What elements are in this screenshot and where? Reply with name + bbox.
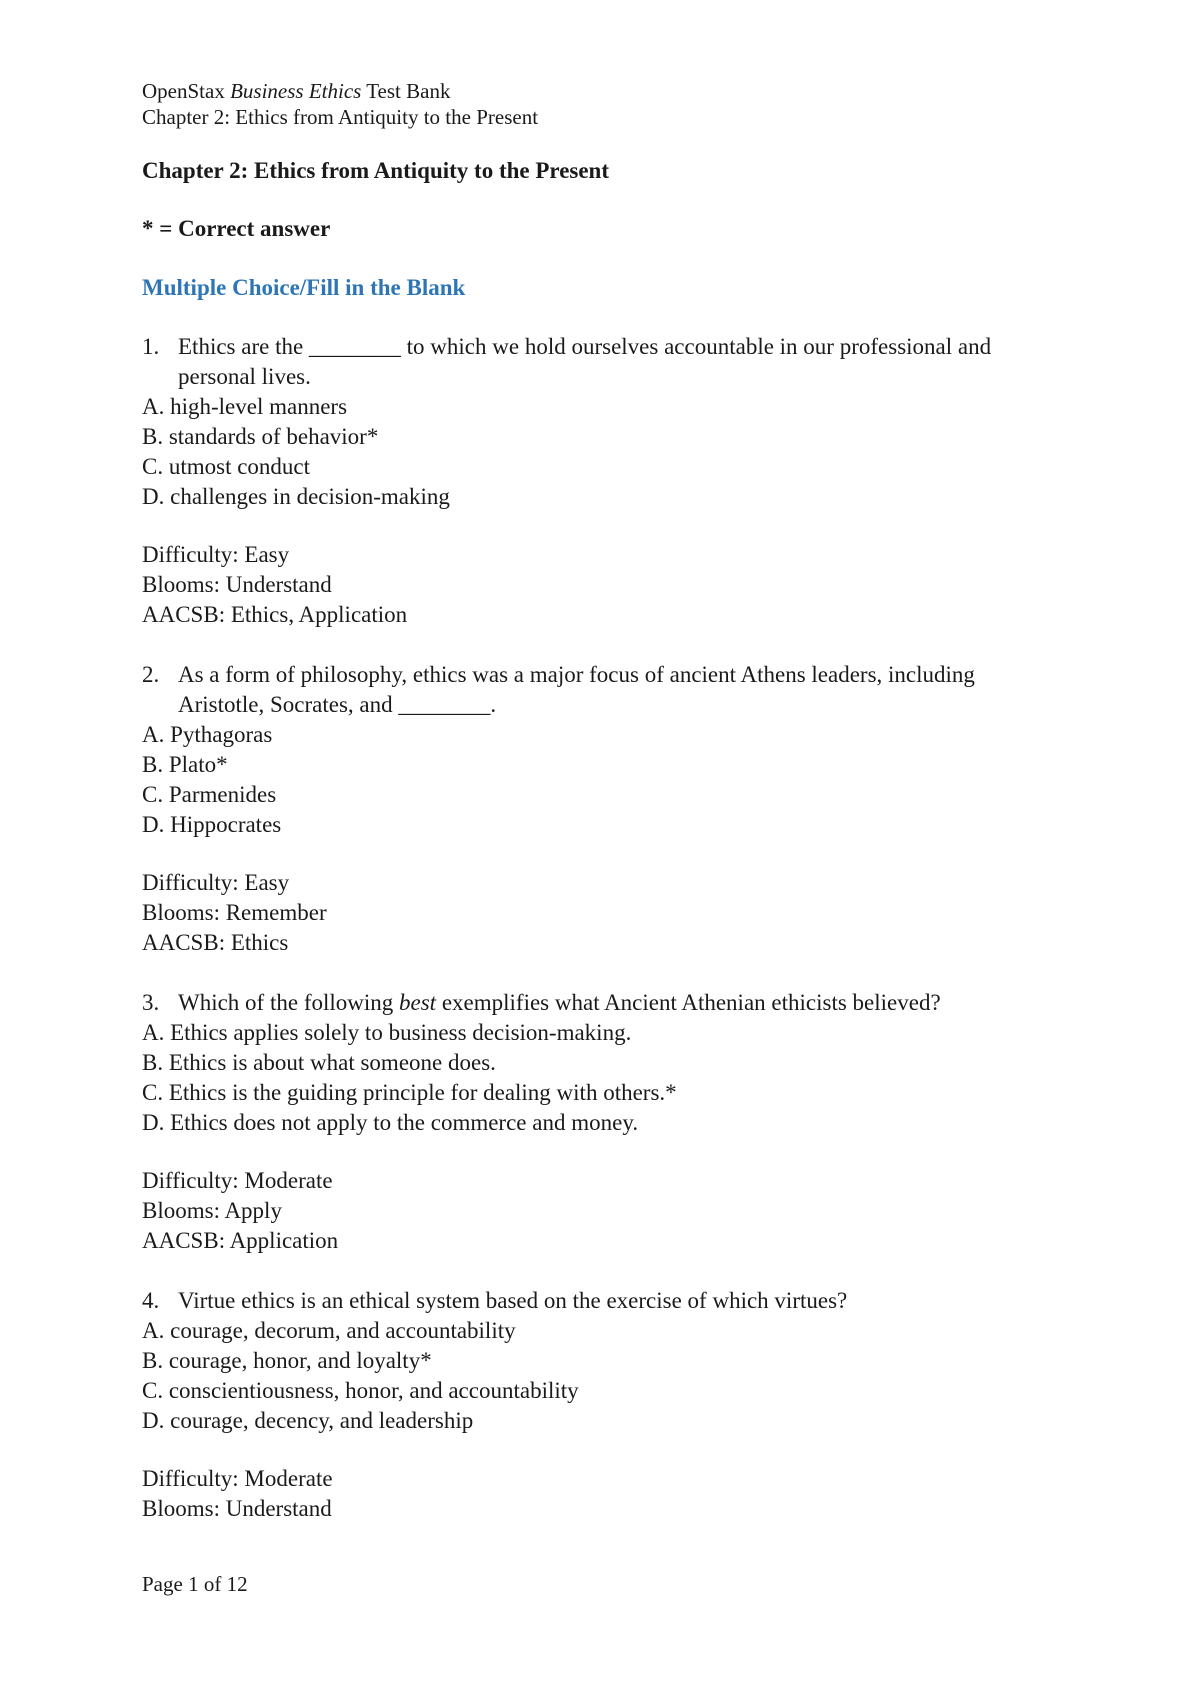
question-metadata xyxy=(142,1166,1042,1256)
question-text: As a form of philosophy, ethics was a major focus of ancient Athens leaders, including Aristotle, Socrates, and ________. xyxy=(178,662,975,717)
question-metadata xyxy=(142,1464,1042,1524)
question-number: 3. xyxy=(142,990,160,1015)
question-list xyxy=(142,332,1042,1524)
running-header xyxy=(142,78,1042,130)
answer-option: A. high-level manners xyxy=(142,394,348,419)
question-stem xyxy=(142,1286,1042,1316)
chapter-title: Chapter 2: Ethics from Antiquity to the Present xyxy=(142,158,610,183)
page-content xyxy=(142,78,1042,1554)
answer-option: B. standards of behavior* xyxy=(142,424,379,449)
question-number: 4. xyxy=(142,1288,160,1313)
difficulty-label: Difficulty: Easy xyxy=(142,870,290,895)
question-text: Ethics are the ________ to which we hold ourselves accountable in our professional and personal lives. xyxy=(178,334,992,389)
difficulty-label: Difficulty: Moderate xyxy=(142,1466,333,1491)
book-title: Business Ethics xyxy=(230,79,362,103)
answer-option: B. Plato* xyxy=(142,752,228,777)
question-metadata xyxy=(142,540,1042,630)
blooms-label: Blooms: Understand xyxy=(142,1496,332,1521)
question-stem xyxy=(142,660,1042,720)
question-metadata xyxy=(142,868,1042,958)
answer-option: C. Parmenides xyxy=(142,782,277,807)
header-text: OpenStax xyxy=(142,79,231,103)
answer-option: A. courage, decorum, and accountability xyxy=(142,1318,516,1343)
difficulty-label: Difficulty: Moderate xyxy=(142,1168,333,1193)
blooms-label: Blooms: Understand xyxy=(142,572,332,597)
question-number: 2. xyxy=(142,662,160,687)
answer-option: D. Hippocrates xyxy=(142,812,282,837)
answer-option: A. Pythagoras xyxy=(142,722,273,747)
section-heading: Multiple Choice/Fill in the Blank xyxy=(142,275,466,300)
answer-option: D. Ethics does not apply to the commerce and money. xyxy=(142,1110,639,1135)
running-header-line-1 xyxy=(142,78,1042,104)
answer-option: D. courage, decency, and leadership xyxy=(142,1408,474,1433)
question xyxy=(142,988,1042,1256)
question-number: 1. xyxy=(142,334,160,359)
answer-option: C. conscientiousness, honor, and accountability xyxy=(142,1378,579,1403)
answer-option: B. courage, honor, and loyalty* xyxy=(142,1348,432,1373)
difficulty-label: Difficulty: Easy xyxy=(142,542,290,567)
answer-option: D. challenges in decision-making xyxy=(142,484,450,509)
emphasis-text: best xyxy=(399,990,437,1015)
answer-option: C. utmost conduct xyxy=(142,454,311,479)
answer-option: A. Ethics applies solely to business decision-making. xyxy=(142,1020,632,1045)
aacsb-label: AACSB: Ethics, Application xyxy=(142,602,408,627)
question-text: Which of the following best exemplifies what Ancient Athenian ethicists believed? xyxy=(178,990,941,1015)
answer-option: C. Ethics is the guiding principle for dealing with others.* xyxy=(142,1080,677,1105)
blooms-label: Blooms: Remember xyxy=(142,900,327,925)
question xyxy=(142,332,1042,630)
answer-option: B. Ethics is about what someone does. xyxy=(142,1050,496,1075)
question-stem xyxy=(142,988,1042,1018)
answer-key-legend: * = Correct answer xyxy=(142,216,331,241)
page-number-footer: Page 1 of 12 xyxy=(142,1572,248,1596)
aacsb-label: AACSB: Ethics xyxy=(142,930,289,955)
header-text-suffix: Test Bank xyxy=(361,79,451,103)
question xyxy=(142,1286,1042,1524)
blooms-label: Blooms: Apply xyxy=(142,1198,282,1223)
question xyxy=(142,660,1042,958)
question-text: Virtue ethics is an ethical system based on the exercise of which virtues? xyxy=(178,1288,848,1313)
aacsb-label: AACSB: Application xyxy=(142,1228,339,1253)
running-header-line-2: Chapter 2: Ethics from Antiquity to the Present xyxy=(142,105,539,129)
question-stem xyxy=(142,332,1042,392)
